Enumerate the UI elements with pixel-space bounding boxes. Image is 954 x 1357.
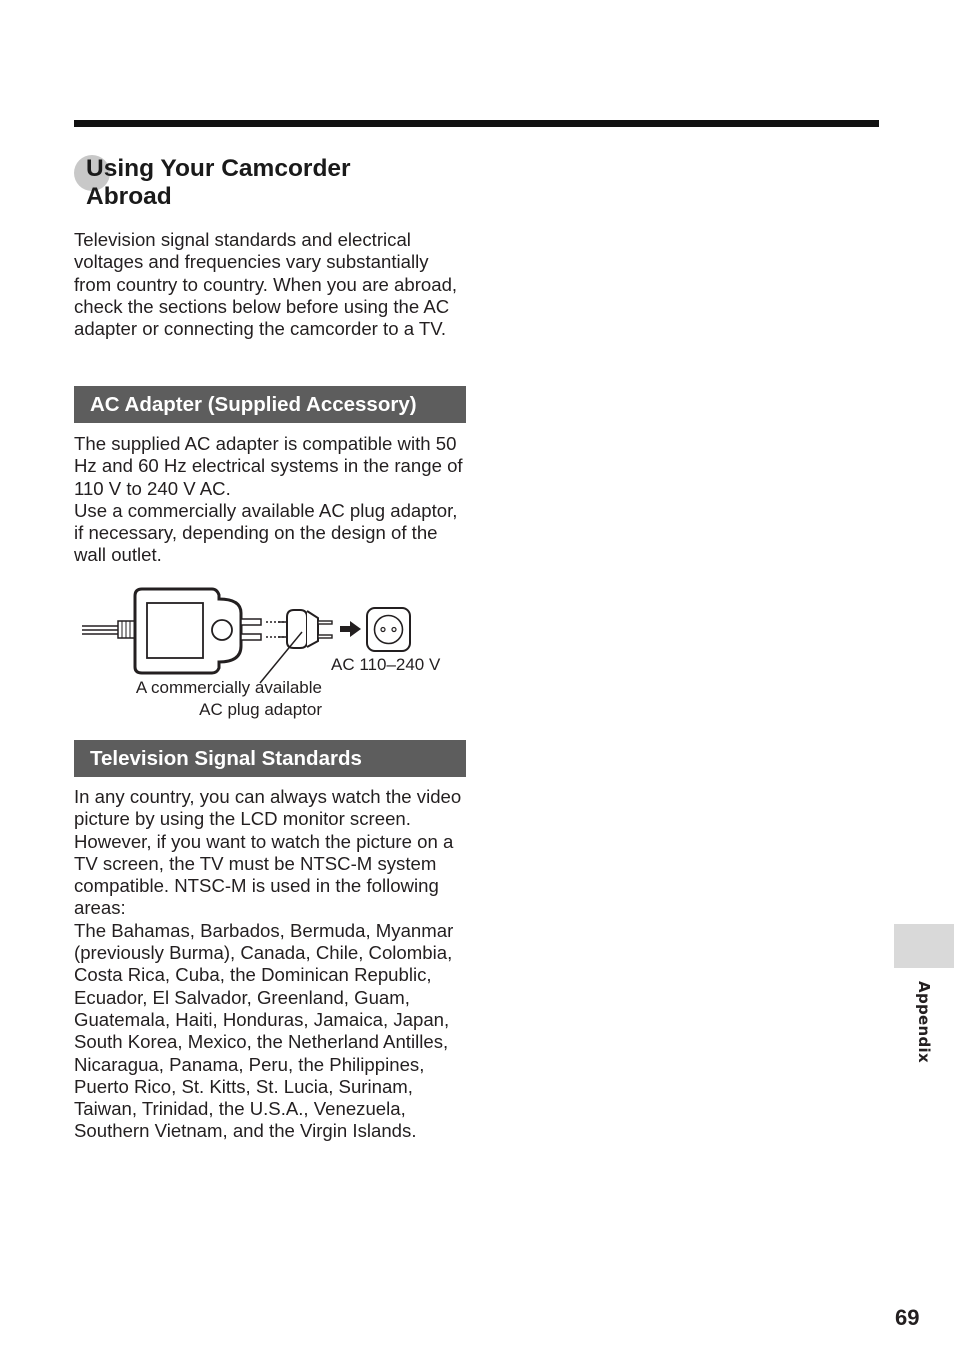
ac-adapter-heading: AC Adapter (Supplied Accessory) (74, 386, 466, 423)
page-title (74, 155, 494, 211)
ac-adapter-icon (135, 589, 261, 673)
plug-label-line-2: AC plug adaptor (199, 700, 322, 719)
tv-standards-paragraph (74, 786, 469, 1143)
tv-standards-body: In any country, you can always watch the video picture by using the LCD monitor screen. However, if you want to watch the picture on a TV screen, the TV must be NTSC-M system compatible. NTSC-M is used in the following areas: (74, 786, 462, 919)
ac-adapter-body: The supplied AC adapter is compatible with 50 Hz and 60 Hz electrical systems in the range of 110 V to 240 V AC. (74, 433, 463, 499)
intro-paragraph: Television signal standards and electrical voltages and frequencies vary substantially from country to country. When you are abroad, check the sections below before using the AC adapter or connecting the camcorder to a TV. (74, 229, 458, 340)
wall-outlet-icon (367, 608, 410, 651)
plug-adaptor-label (74, 677, 322, 721)
voltage-label: AC 110–240 V (331, 655, 441, 674)
cable-icon (82, 621, 135, 638)
side-tab-label: Appendix (915, 981, 933, 1063)
section-title (74, 155, 494, 211)
title-line-1: Using Your Camcorder (86, 155, 351, 182)
plug-label-line-1: A commercially available (135, 678, 322, 697)
ac-adapter-paragraph (74, 433, 469, 567)
arrow-right-icon (340, 621, 361, 637)
top-rule (74, 120, 879, 127)
title-line-2: Abroad (86, 183, 172, 210)
tv-standards-heading: Television Signal Standards (74, 740, 466, 777)
ac-adapter-body-2: Use a commercially available AC plug adaptor, if necessary, depending on the design of the wall outlet. (74, 499, 458, 566)
side-tab (894, 924, 954, 968)
page-number: 69 (895, 1305, 920, 1330)
leader-line (260, 632, 302, 683)
ntsc-areas-list: The Bahamas, Barbados, Bermuda, Myanmar (previously Burma), Canada, Chile, Colombia, Costa Rica, Cuba, the Dominican Republic, Ecuador, El Salvador, Greenland, Guam, Guatemala, Haiti, Honduras, Jamaica, Japan, South Korea, Mexico, the Netherland Antilles, Nicaragua, Panama, Peru, the Philippines, Puerto Rico, St. Kitts, St. Lucia, Surinam, Taiwan, Trinidad, the U.S.A., Venezuela, Southern Vietnam, and the Virgin Islands. (74, 919, 454, 1142)
ac-adapter-figure (74, 575, 474, 730)
plug-adaptor-icon (278, 610, 332, 648)
